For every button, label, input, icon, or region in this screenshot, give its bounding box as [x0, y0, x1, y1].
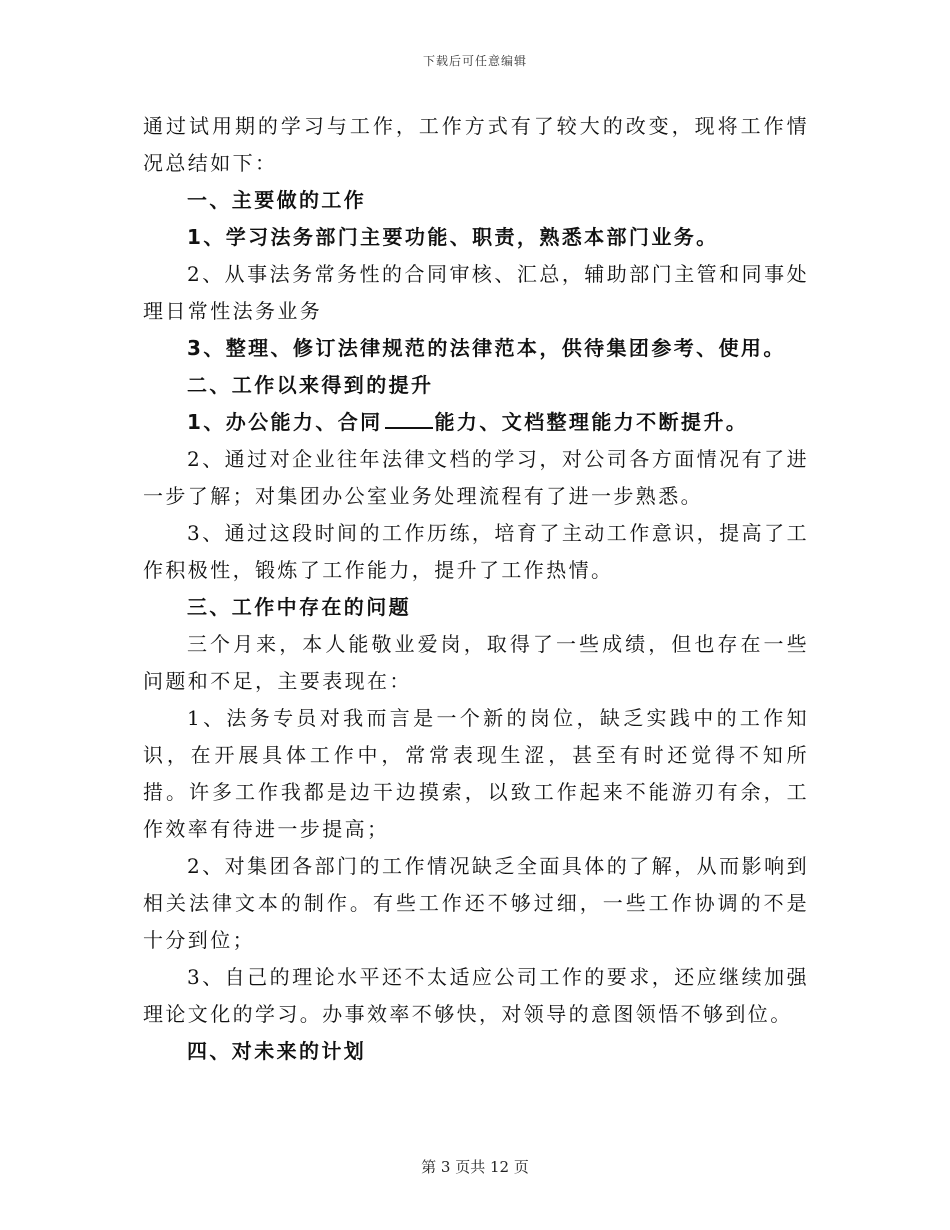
section-heading-2: 二、工作以来得到的提升	[187, 373, 434, 397]
section2-item-1-pre: 1、办公能力、合同	[187, 410, 383, 434]
section2-item-3: 3、通过这段时间的工作历练，培育了主动工作意识，提高了工作积极性，锻炼了工作能力，提升了工作热情。	[143, 521, 809, 582]
fill-in-blank	[385, 409, 433, 429]
section1-item-2: 2、从事法务常务性的合同审核、汇总，辅助部门主管和同事处理日常性法务业务	[143, 262, 809, 323]
section2-item-1	[143, 404, 809, 441]
document-body	[143, 108, 809, 1070]
section1-item-3: 3、整理、修订法律规范的法律范本，供待集团参考、使用。	[187, 336, 786, 360]
section-heading-1: 一、主要做的工作	[187, 188, 367, 212]
section1-item-1: 1、学习法务部门主要功能、职责，熟悉本部门业务。	[187, 225, 719, 249]
section3-intro: 三个月来，本人能敬业爱岗，取得了一些成绩，但也存在一些问题和不足，主要表现在：	[143, 632, 809, 693]
section3-item-3: 3、自己的理论水平还不太适应公司工作的要求，还应继续加强理论文化的学习。办事效率不够快，对领导的意图领悟不够到位。	[143, 965, 809, 1026]
section2-item-1-post: 能力、文档整理能力不断提升。	[434, 410, 749, 434]
intro-paragraph: 通过试用期的学习与工作，工作方式有了较大的改变，现将工作情况总结如下：	[143, 114, 809, 175]
section2-item-2: 2、通过对企业往年法律文档的学习，对公司各方面情况有了进一步了解；对集团办公室业务处理流程有了进一步熟悉。	[143, 447, 809, 508]
section-heading-3: 三、工作中存在的问题	[187, 595, 411, 619]
page-header-note: 下载后可任意编辑	[422, 54, 527, 68]
section-heading-4: 四、对未来的计划	[187, 1039, 367, 1063]
page-number: 第 3 页共 12 页	[421, 1158, 529, 1176]
section3-item-2: 2、对集团各部门的工作情况缺乏全面具体的了解，从而影响到相关法律文本的制作。有些工作还不够过细，一些工作协调的不是十分到位；	[143, 854, 809, 952]
section3-item-1: 1、法务专员对我而言是一个新的岗位，缺乏实践中的工作知识，在开展具体工作中，常常表现生涩，甚至有时还觉得不知所措。许多工作我都是边干边摸索，以致工作起来不能游刃有余，工作效率有待进一步提高；	[143, 706, 809, 841]
